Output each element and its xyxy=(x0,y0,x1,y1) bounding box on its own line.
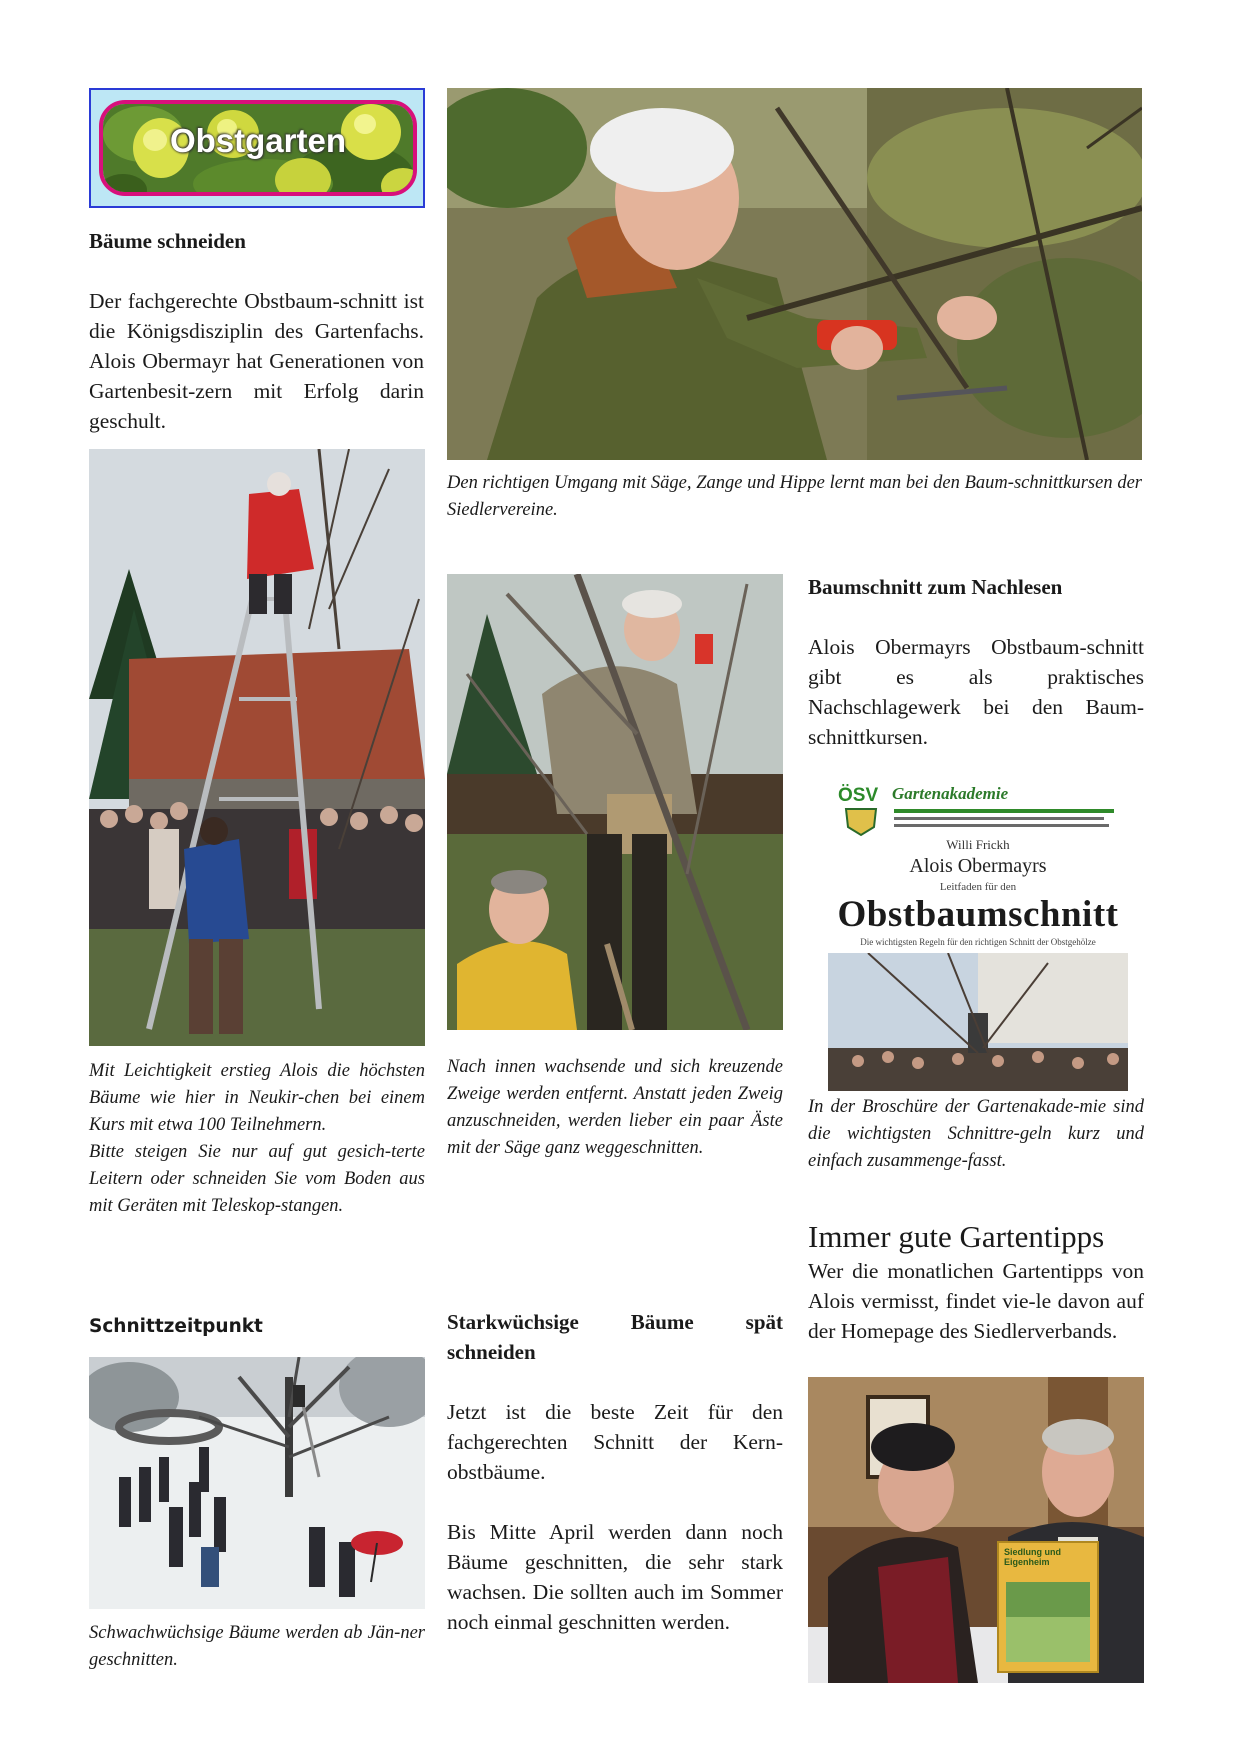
section-gartentipps xyxy=(808,1218,1144,1346)
photo-pruning-demonstration xyxy=(447,574,783,1030)
body-gartentipps: Wer die monatlichen Gartentipps von Alois vermisst, findet vie-le davon auf der Homepage des Siedlerverbands. xyxy=(808,1259,1144,1343)
photo-ladder-course xyxy=(89,449,425,1046)
caption-booklet: In der Broschüre der Gartenakade-mie sind die wichtigsten Schnittre-geln kurz und einfach zusammenge-fasst. xyxy=(808,1097,1144,1171)
section-spaet-schneiden xyxy=(447,1307,783,1637)
book-subtitle: Die wichtigsten Regeln für den richtigen Schnitt der Obstgehölze xyxy=(860,937,1096,947)
magazine-title: Siedlung und Eigenheim xyxy=(1004,1547,1061,1567)
caption-ladder-text-2: Bitte steigen Sie nur auf gut gesich-terte Leitern oder schneiden Sie vom Boden aus mit Geräten mit Teleskop-stangen. xyxy=(89,1142,425,1216)
book-title: Obstbaumschnitt xyxy=(837,894,1119,935)
booklet-cover xyxy=(824,775,1132,1091)
heading-spaet-schneiden: Starkwüchsige Bäume spät schneiden xyxy=(447,1310,783,1364)
photo-pruning-with-saw xyxy=(447,88,1142,460)
book-alois: Alois Obermayrs xyxy=(909,855,1047,877)
section-logo xyxy=(89,88,425,208)
photo-magazine-handover xyxy=(808,1377,1144,1683)
heading-schnittzeitpunkt: Schnittzeitpunkt xyxy=(89,1316,263,1337)
section-baeume-schneiden xyxy=(89,226,424,436)
body-spaet-schneiden-2: Bis Mitte April werden dann noch Bäume geschnitten, die sehr stark wachsen. Die sollten auch im Sommer noch einmal geschnitten werden. xyxy=(447,1520,783,1634)
caption-pruning-with-saw: Den richtigen Umgang mit Säge, Zange und Hippe lernt man bei den Baum-schnittkursen der Siedlervereine. xyxy=(447,473,1142,520)
heading-nachlesen: Baumschnitt zum Nachlesen xyxy=(808,575,1063,599)
caption-winter-course: Schwachwüchsige Bäume werden ab Jän-ner geschnitten. xyxy=(89,1623,425,1670)
photo-winter-course xyxy=(89,1357,425,1609)
caption-pruning-demonstration: Nach innen wachsende und sich kreuzende Zweige werden entfernt. Anstatt jeden Zweig anzuschneiden, werden lieber ein paar Äste mit der Säge ganz weggeschnitten. xyxy=(447,1057,783,1158)
heading-gartentipps: Immer gute Gartentipps xyxy=(808,1219,1105,1254)
book-crest-icon xyxy=(838,807,884,837)
caption-ladder-text-1: Mit Leichtigkeit erstieg Alois die höchsten Bäume wie hier in Neukir-chen bei einem Kurs mit etwa 100 Teilnehmern. xyxy=(89,1061,425,1135)
book-osv-logo: ÖSV xyxy=(838,785,879,806)
logo-quince-banner xyxy=(99,100,417,196)
section-schnittzeitpunkt xyxy=(89,1316,425,1337)
logo-title: Obstgarten xyxy=(169,122,347,159)
heading-baeume-schneiden: Bäume schneiden xyxy=(89,229,246,253)
body-spaet-schneiden-1: Jetzt ist die beste Zeit für den fachgerechten Schnitt der Kern-obstbäume. xyxy=(447,1400,783,1484)
section-nachlesen xyxy=(808,572,1144,752)
body-baeume-schneiden: Der fachgerechte Obstbaum-schnitt ist die Königsdisziplin des Gartenfachs. Alois Obermayr hat Generationen von Gartenbesit-zern mit Erfolg darin geschult. xyxy=(89,289,424,433)
caption-ladder-course xyxy=(89,1058,425,1220)
book-cover-photo xyxy=(828,953,1128,1091)
book-akademie: Gartenakademie xyxy=(892,784,1009,803)
book-leitfaden: Leitfaden für den xyxy=(939,881,1017,893)
body-nachlesen: Alois Obermayrs Obstbaum-schnitt gibt es als praktisches Nachschlagewerk bei den Baum-schnittkursen. xyxy=(808,635,1144,749)
book-author: Willi Frickh xyxy=(946,837,1010,852)
book-header-lines xyxy=(894,807,1120,833)
